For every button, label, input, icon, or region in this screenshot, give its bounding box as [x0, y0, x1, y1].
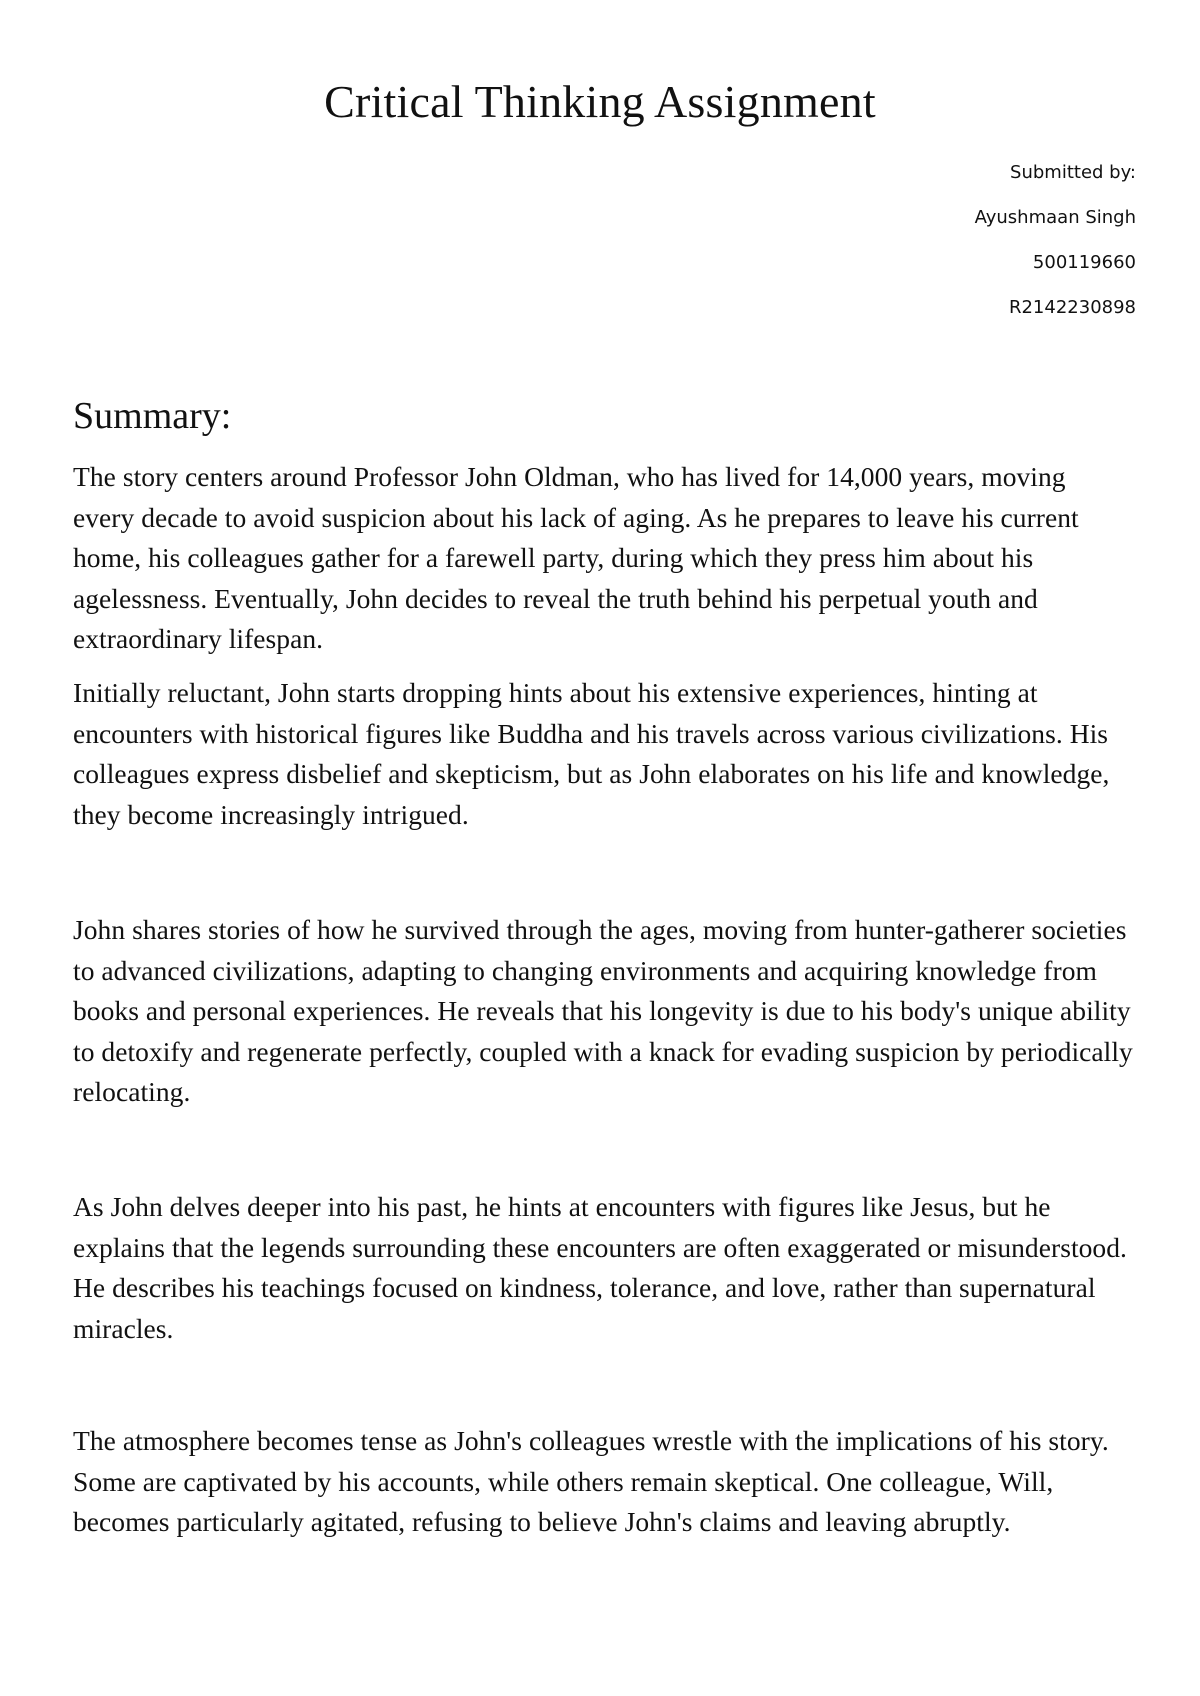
summary-paragraph-2: Initially reluctant, John starts dropping hints about his extensive experiences, hinting at encounters with historical figures like Buddha and his travels across various civilizations. His colleagues express disbelief and skepticism, but as John elaborates on his life and knowledge, they become increasingly intrigued.	[73, 677, 1110, 830]
submitted-by-label: Submitted by:	[1010, 162, 1136, 183]
summary-heading: Summary:	[73, 395, 232, 437]
summary-paragraph-1: The story centers around Professor John Oldman, who has lived for 14,000 years, moving every decade to avoid suspicion about his lack of aging. As he prepares to leave his current home, his colleagues gather for a farewell party, during which they press him about his agelessness. Eventually, John decides to reveal the truth behind his perpetual youth and extraordinary lifespan.	[73, 461, 1079, 654]
summary-paragraph-5: The atmosphere becomes tense as John's colleagues wrestle with the implications of his story. Some are captivated by his accounts, while others remain skeptical. One colleague, Will, becomes particularly agitated, refusing to believe John's claims and leaving abruptly.	[73, 1425, 1109, 1537]
student-name: Ayushmaan Singh	[974, 207, 1136, 228]
summary-paragraph-3: John shares stories of how he survived through the ages, moving from hunter-gatherer societies to advanced civilizations, adapting to changing environments and acquiring knowledge from books and personal experiences. He reveals that his longevity is due to his body's unique ability to detoxify and regenerate perfectly, coupled with a knack for evading suspicion by periodically relocating.	[73, 914, 1133, 1107]
summary-paragraph-4: As John delves deeper into his past, he hints at encounters with figures like Jesus, but he explains that the legends surrounding these encounters are often exaggerated or misunderstood. He describes his teachings focused on kindness, tolerance, and love, rather than supernatural miracles.	[73, 1191, 1127, 1344]
submission-details	[975, 150, 1136, 330]
document-title: Critical Thinking Assignment	[324, 76, 876, 127]
student-id-number: 500119660	[1032, 252, 1136, 273]
roll-number: R2142230898	[1008, 297, 1136, 318]
